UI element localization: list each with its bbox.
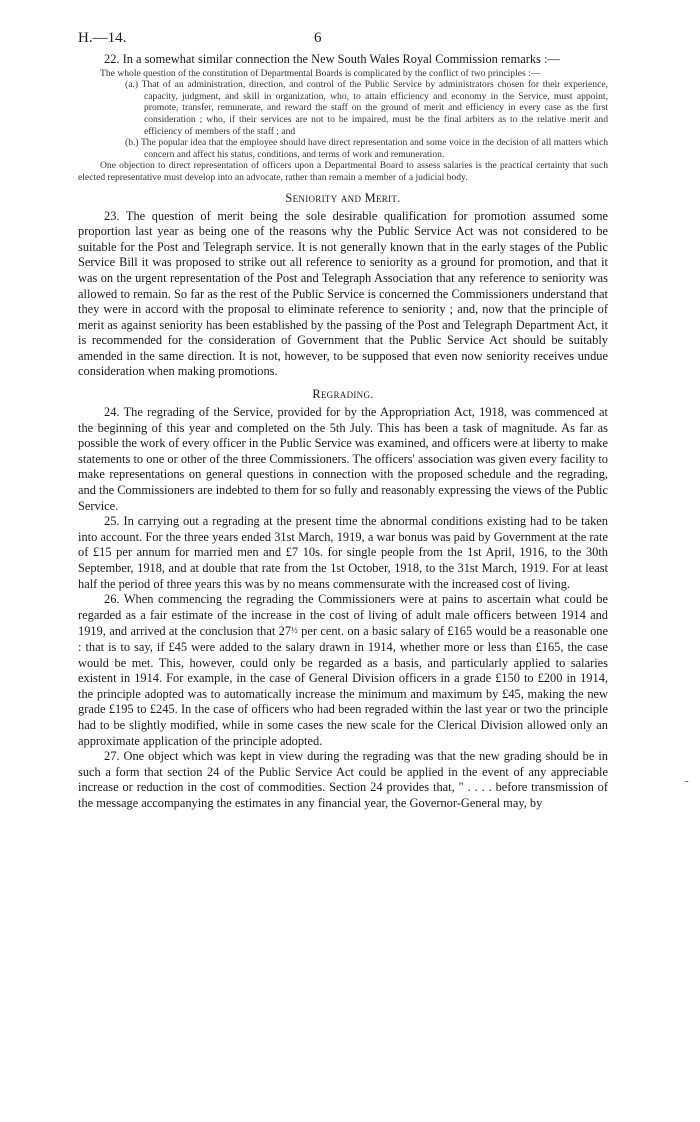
- fraction-half: ½: [291, 625, 298, 636]
- paragraph-25: 25. In carrying out a regrading at the present time the abnormal conditions existing had to be taken into account. For the three years ended 31st March, 1919, a war bonus was paid by Government at the rate of £15 per annum for married men and £7 10s. for single people from the 1st April, 1916, to the 30th September, 1918, and at double that rate from the 1st October, 1918, to the 31st March, 1919. For at least half the period of three years this was by no means commensurate with the increased cost of living.: [78, 514, 608, 591]
- quote-item-a: (a.) That of an administration, direction, and control of the Public Service by administrators chosen for their experience, capacity, judgment, and skill in organization, who, to attain efficiency and economy in the Service, must appoint, promote, transfer, remunerate, and reward the staff on the ground of merit and efficiency in every case as the first consideration ; who, if their services are not to be impaired, must be the final arbiters as to the relative merit and efficiency of members of the staff ; and: [125, 79, 608, 137]
- margin-mark: -: [685, 775, 689, 787]
- page-header: [78, 30, 608, 52]
- paragraph-24: 24. The regrading of the Service, provided for by the Appropriation Act, 1918, was commenced at the beginning of this year and completed on the 5th July. This has been a task of magnitude. As far as possible the work of every officer in the Public Service was examined, and officers were at liberty to make statements to one or other of the three Commissioners. The officers' association was given every facility to make representations on general questions in connection with the proposed schedule and the regrading, and the Commissioners are indebted to them for so fully and reasonably expressing the views of the Public Service.: [78, 405, 608, 513]
- document-reference: H.—14.: [78, 30, 127, 46]
- paragraph-22-intro: 22. In a somewhat similar connection the New South Wales Royal Commission remarks :—: [104, 52, 560, 66]
- paragraph-26-part-1: 26. When commencing the regrading the Commissioners were at pains to ascertain what could be regarded as a fair estimate of the increase in the cost of living of adult male officers between 1914 and 1919, and arrived at the conclusion that 27: [78, 592, 608, 639]
- section-heading-regrading: Regrading.: [312, 387, 374, 402]
- quote-lead: The whole question of the constitution of Departmental Boards is complicated by the conflict of two principles :—: [100, 67, 541, 79]
- document-page: [78, 30, 608, 812]
- quote-conclusion: One objection to direct representation of officers upon a Departmental Board to assess salaries is the practical certainty that such elected representative must develop into an advocate, rather than remain a member of a judicial body.: [78, 160, 608, 183]
- paragraph-23: 23. The question of merit being the sole desirable qualification for promotion assumed some proportion last year as being one of the reasons why the Public Service Act was not considered to be suitable for the Post and Telegraph service. It is not generally known that in the early stages of the Public Service Bill it was proposed to strike out all reference to seniority as a ground for promotion, and that it was on the urgent representation of the Post and Telegraph Association that any reference to seniority was allowed to remain. So far as the rest of the Public Service is concerned the Commissioners understand that they were in accord with the proposal to eliminate reference to seniority ; and, now that the principle of merit as against seniority has been established by the passing of the Post and Telegraph Department Act, it is recommended for the consideration of Government that the Public Service Act should be suitably amended in the same direction. It is not, however, to be supposed that even now seniority receives undue consideration when making promotions.: [78, 208, 608, 379]
- paragraph-27: 27. One object which was kept in view during the regrading was that the new grading should be in such a form that section 24 of the Public Service Act could be applied in the event of any appreciable increase or reduction in the cost of commodities. Section 24 provides that, " . . . . before transmission of the message accompanying the estimates in any financial year, the Governor-General may, by: [78, 749, 608, 810]
- paragraph-26-part-2: per cent. on a basic salary of £165 would be a reasonable one : that is to say, if £45 were added to the salary drawn in 1914, whether more or less than £165, the case would be met. This, however, could only be regarded as a basis, and particularly applied to salaries existent in 1914. For example, in the case of General Division officers in a grade £150 to £200 in 1914, the principle adopted was to automatically increase the minimum and maximum by £45, making the new grade £195 to £245. In the case of officers who had been regraded within the last year or two the principle had to be slightly modified, while in some cases the new scale for the Clerical Division allowed only an approximate application of the principle adopted.: [78, 624, 608, 748]
- page-number: 6: [314, 30, 322, 46]
- section-heading-seniority: Seniority and Merit.: [285, 190, 401, 205]
- quote-item-b: (b.) The popular idea that the employee should have direct representation and some voice in the decision of all matters which concern and affect his status, conditions, and terms of work and remuneration.: [125, 137, 608, 160]
- paragraph-26: [78, 592, 608, 749]
